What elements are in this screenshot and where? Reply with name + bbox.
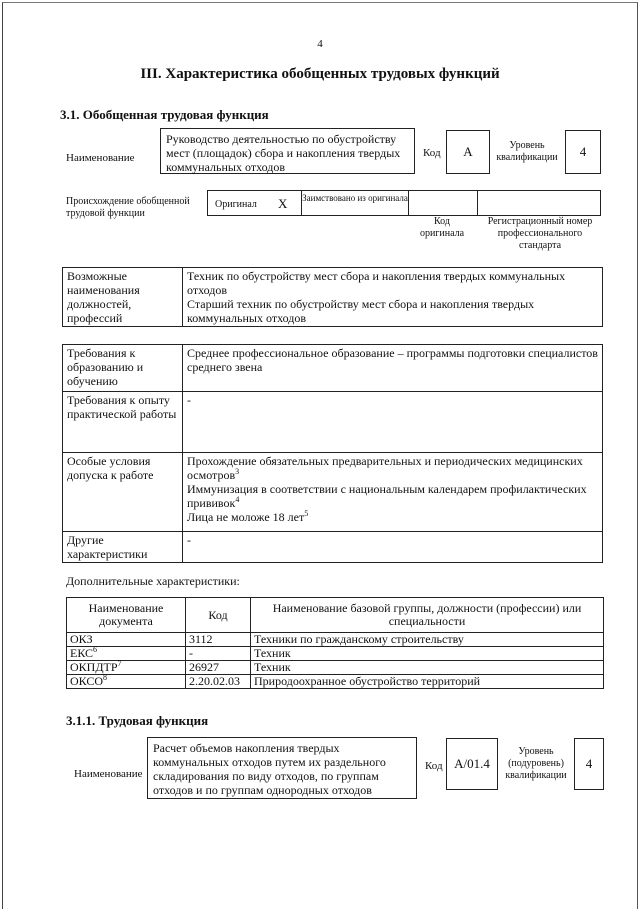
row-name: Техник (251, 661, 604, 675)
code-original-box (408, 190, 478, 216)
position-1: Техник по обустройству мест сбора и накопления твердых коммунальных отходов (187, 269, 566, 297)
other-row (63, 532, 603, 563)
requirements-table (62, 344, 603, 563)
special-row (63, 453, 603, 532)
position-2: Старший техник по обустройству мест сбора и накопления твердых коммунальных отходов (187, 297, 535, 325)
positions-table (62, 267, 603, 327)
tf-name-value: Расчет объемов накопления твердых коммунальных отходов путем их раздельного складирования по виду отходов, по группам отходов и по группам однородных отходов (153, 741, 386, 797)
footnote-4: 4 (235, 495, 240, 504)
borrowed-label: Заимствовано из оригинала (302, 193, 408, 203)
reg-number-label: Регистрационный номер профессионального стандарта (487, 216, 593, 251)
code-original-label: Код оригинала (419, 216, 465, 239)
row-doc: ЕКС$^6$ (67, 647, 186, 661)
original-label: Оригинал (215, 199, 257, 210)
gtf-level-value: 4 (579, 144, 587, 159)
reg-number-box (477, 190, 601, 216)
gtf-origin-label: Происхождение обобщенной трудовой функции (66, 196, 190, 219)
gtf-name-value: Руководство деятельностью по обустройству мест (площадок) сбора и накопления твердых коммунальных отходов (166, 132, 401, 174)
row-code: 2.20.02.03 (186, 675, 251, 689)
tf-code-value: А/01.4 (454, 756, 490, 771)
tf-level-value: 4 (585, 756, 593, 771)
row-doc: ОКСО$^8$ (67, 675, 186, 689)
table-row (67, 633, 604, 647)
special-3: Лица не моложе 18 лет$^5$ (187, 509, 309, 524)
tf-code-box (446, 738, 498, 790)
footnote-3: 3 (235, 467, 240, 476)
gtf-code-box (446, 130, 490, 174)
positions-label: Возможные наименования должностей, профессий (63, 268, 183, 327)
col-code-header: Код (186, 598, 251, 633)
col-doc-header: Наименование документа (67, 598, 186, 633)
row-code: 3112 (186, 633, 251, 647)
row-name: Техники по гражданскому строительству (251, 633, 604, 647)
gtf-level-label: Уровень квалификации (496, 140, 558, 163)
row-code: 26927 (186, 661, 251, 675)
additional-heading: Дополнительные характеристики: (66, 574, 240, 588)
experience-label: Требования к опыту практической работы (63, 392, 183, 453)
gtf-code-value: А (463, 144, 473, 159)
page-number: 4 (317, 38, 323, 50)
education-label: Требования к образованию и обучению (63, 345, 183, 392)
col-name-header: Наименование базовой группы, должности (профессии) или специальности (251, 598, 604, 633)
other-label: Другие характеристики (63, 532, 183, 563)
experience-value: - (183, 392, 603, 453)
borrowed-box (301, 190, 409, 216)
gtf-name-box (160, 128, 415, 174)
gtf-level-box (565, 130, 601, 174)
tf-heading: 3.1.1. Трудовая функция (66, 713, 209, 728)
row-name: Техник (251, 647, 604, 661)
tf-name-label: Наименование (74, 768, 143, 780)
positions-row (63, 268, 603, 327)
original-mark: X (278, 196, 288, 211)
gtf-code-label: Код (423, 147, 441, 159)
special-label: Особые условия допуска к работе (63, 453, 183, 532)
positions-values (183, 268, 603, 327)
tf-name-box (147, 737, 417, 799)
tf-code-label: Код (425, 760, 443, 772)
special-2: Иммунизация в соответствии с национальным календарем профилактических прививок$^4$ (187, 482, 587, 510)
experience-row (63, 392, 603, 453)
row-doc: ОКПДТР$^7$ (67, 661, 186, 675)
table-row (67, 675, 604, 689)
section-title: III. Характеристика обобщенных трудовых функций (140, 66, 500, 82)
original-box (207, 190, 302, 216)
special-1: Прохождение обязательных предварительных и периодических медицинских осмотров$^3$ (187, 454, 583, 482)
gtf-heading: 3.1. Обобщенная трудовая функция (60, 107, 269, 122)
footnote-5: 5 (304, 509, 309, 518)
education-value: Среднее профессиональное образование – программы подготовки специалистов среднего звена (183, 345, 603, 392)
tf-level-label: Уровень (подуровень) квалификации (505, 746, 567, 781)
other-value: - (183, 532, 603, 563)
row-name: Природоохранное обустройство территорий (251, 675, 604, 689)
education-row (63, 345, 603, 392)
special-values (183, 453, 603, 532)
table-row (67, 647, 604, 661)
additional-table (66, 597, 604, 689)
tf-level-box (574, 738, 604, 790)
gtf-name-label: Наименование (66, 152, 135, 164)
row-doc: ОКЗ (67, 633, 186, 647)
additional-header-row (67, 598, 604, 633)
table-row (67, 661, 604, 675)
row-code: - (186, 647, 251, 661)
